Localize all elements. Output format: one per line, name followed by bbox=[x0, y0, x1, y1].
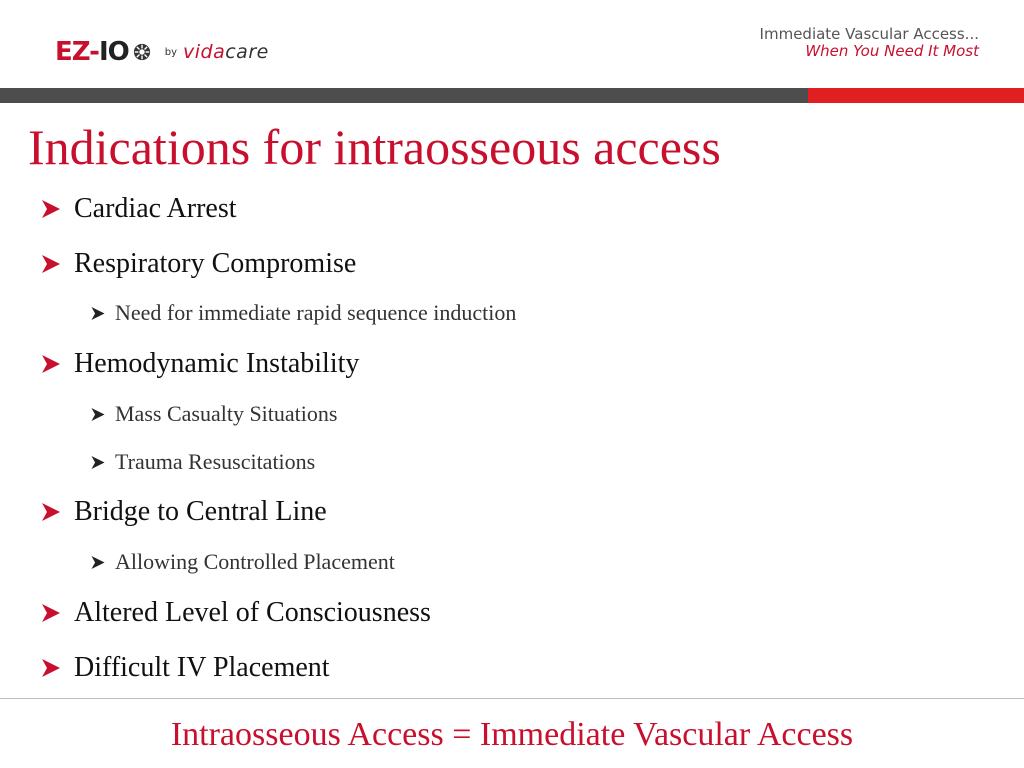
bullet-item bbox=[40, 248, 356, 280]
vidacare-logo bbox=[183, 41, 269, 63]
logo-ez-text: EZ bbox=[55, 37, 90, 67]
bullet-item bbox=[40, 652, 330, 684]
arrow-sub-bullet-icon bbox=[90, 455, 106, 470]
logo-io-text: IO bbox=[98, 37, 129, 67]
tagline-line-2: When You Need It Most bbox=[805, 42, 979, 61]
slide-header bbox=[0, 0, 1024, 88]
sub-bullet-item bbox=[90, 449, 315, 475]
logo-wordmark bbox=[55, 39, 129, 65]
arrow-bullet-icon bbox=[40, 502, 62, 522]
slide-title: Indications for intraosseous access bbox=[28, 119, 721, 175]
bullet-text: Altered Level of Consciousness bbox=[74, 597, 431, 628]
bullet-item bbox=[40, 496, 327, 528]
bullet-text: Hemodynamic Instability bbox=[74, 348, 360, 379]
logo-vida-text: vida bbox=[183, 41, 226, 63]
bullet-text: Bridge to Central Line bbox=[74, 496, 327, 527]
arrow-bullet-icon bbox=[40, 199, 62, 219]
bullet-text: Difficult IV Placement bbox=[74, 652, 330, 683]
arrow-bullet-icon bbox=[40, 354, 62, 374]
sub-bullet-text: Trauma Resuscitations bbox=[115, 449, 316, 474]
footer-divider bbox=[0, 698, 1024, 699]
header-bar-red bbox=[808, 88, 1024, 103]
arrow-bullet-icon bbox=[40, 603, 62, 623]
logo-gear-icon bbox=[133, 43, 151, 61]
arrow-bullet-icon bbox=[40, 254, 62, 274]
header-bar-gray bbox=[0, 88, 808, 103]
bullet-item bbox=[40, 348, 359, 380]
arrow-sub-bullet-icon bbox=[90, 407, 106, 422]
bullet-text: Respiratory Compromise bbox=[74, 248, 357, 279]
tagline-line-1: Immediate Vascular Access... bbox=[759, 25, 979, 43]
bullet-item bbox=[40, 193, 237, 225]
sub-bullet-text: Allowing Controlled Placement bbox=[115, 549, 395, 574]
logo-care-text: care bbox=[225, 41, 269, 63]
logo-dash-text: - bbox=[89, 37, 99, 67]
slide-footer: Intraosseous Access = Immediate Vascular Access bbox=[170, 716, 854, 753]
arrow-bullet-icon bbox=[40, 658, 62, 678]
arrow-sub-bullet-icon bbox=[90, 306, 106, 321]
sub-bullet-text: Mass Casualty Situations bbox=[115, 401, 338, 426]
sub-bullet-item bbox=[90, 300, 516, 326]
sub-bullet-text: Need for immediate rapid sequence induction bbox=[115, 300, 517, 325]
ez-io-logo bbox=[55, 34, 269, 70]
arrow-sub-bullet-icon bbox=[90, 555, 106, 570]
header-tagline bbox=[760, 26, 979, 61]
bullet-item bbox=[40, 597, 431, 629]
logo-by-text: by bbox=[164, 46, 177, 58]
bullet-text: Cardiac Arrest bbox=[74, 193, 237, 224]
sub-bullet-item bbox=[90, 401, 337, 427]
sub-bullet-item bbox=[90, 549, 395, 575]
